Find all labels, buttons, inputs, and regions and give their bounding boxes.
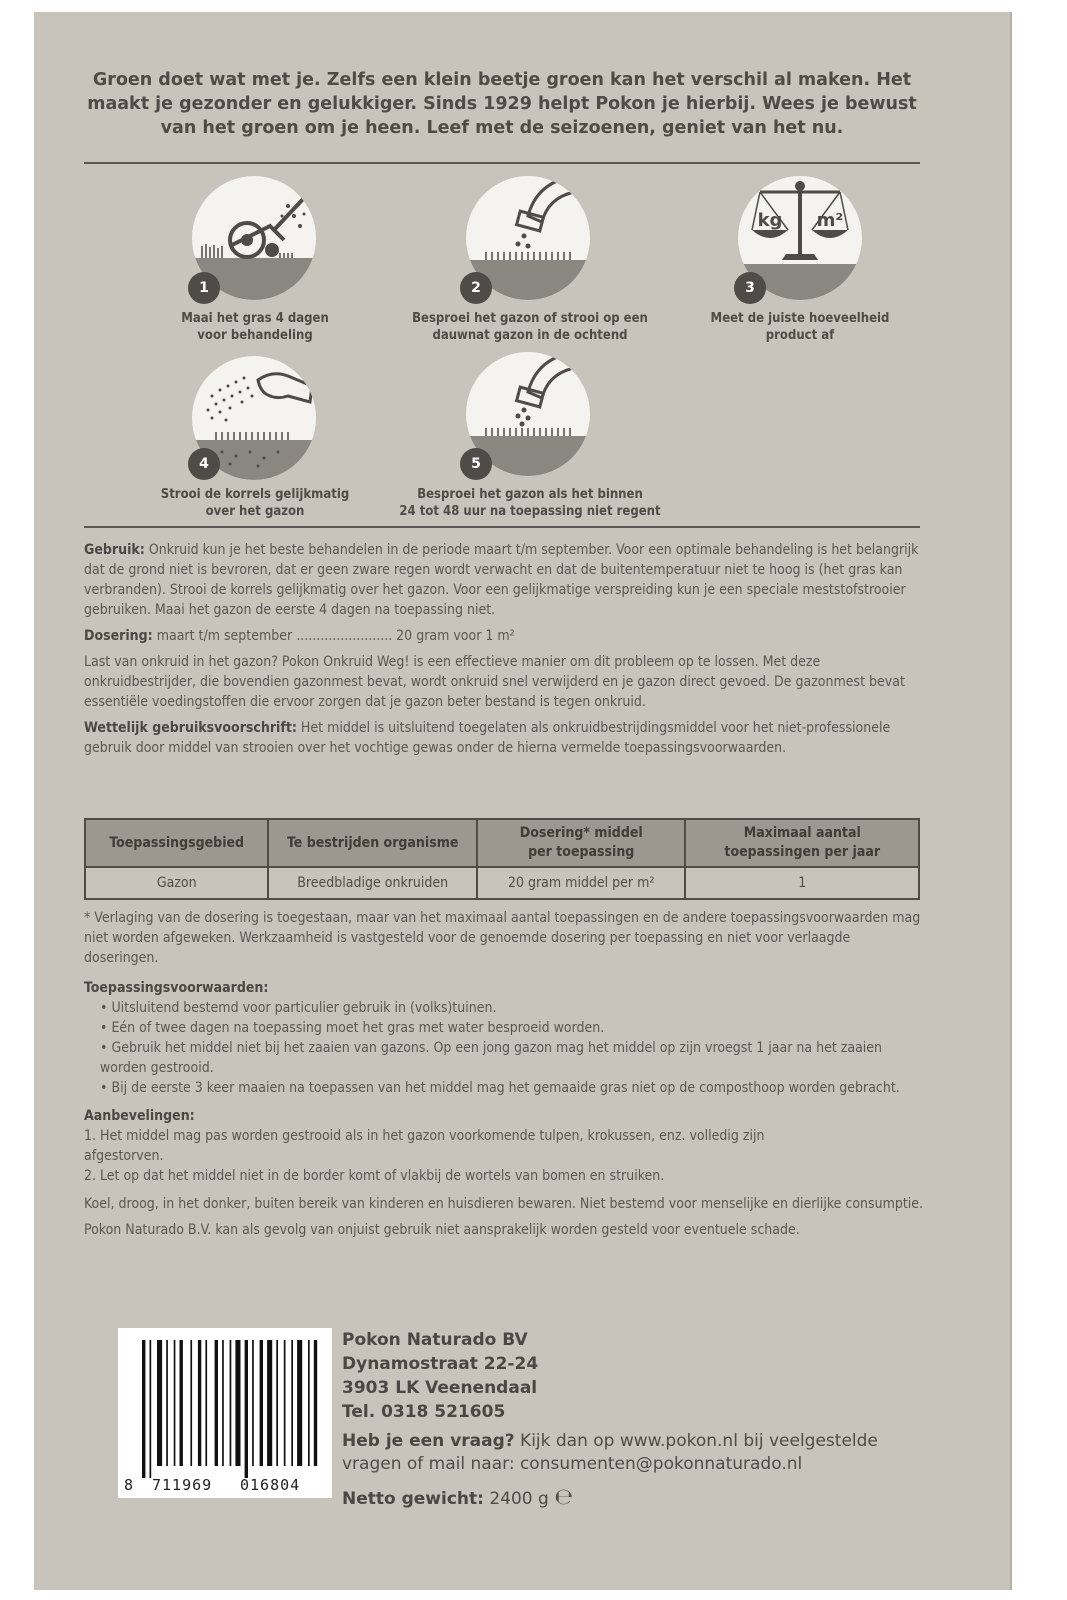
step-2-caption: [380, 310, 680, 344]
company-city: 3903 LK Veenendaal: [342, 1378, 538, 1398]
net-weight: [342, 1486, 573, 1511]
table-cell: Gazon: [85, 867, 268, 899]
company-phone: Tel. 0318 521605: [342, 1402, 506, 1422]
step-caption-line: dauwnat gazon in de ochtend: [432, 328, 628, 343]
barcode-bar: [235, 1340, 240, 1466]
step-5-caption: [370, 486, 690, 520]
list-item-number: 1.: [84, 1128, 97, 1144]
intro-text: Groen doet wat met je. Zelfs een klein beetje groen kan het verschil al maken. Het maakt je gezonder en gelukkiger. Sinds 1929 helpt Pokon je hierbij. Wees je bewust van het groen om je heen. Leef met de seizoenen, geniet van het nu.: [87, 70, 917, 138]
list-item-text: Bij de eerste 3 keer maaien na toepassen van het middel mag het gemaaide gras niet op de composthoop worden gebracht.: [111, 1080, 900, 1096]
storage-text: Koel, droog, in het donker, buiten bereik van kinderen en huisdieren bewaren. Niet bestemd voor menselijke en dierlijke consumptie.: [84, 1196, 924, 1212]
step-caption-line: 24 tot 48 uur na toepassing niet regent: [399, 504, 661, 519]
list-item: • Eén of twee dagen na toepassing moet het gras met water besproeid worden.: [100, 1020, 605, 1036]
gebruik-label: Gebruik:: [84, 542, 145, 558]
barcode: [118, 1328, 332, 1498]
barcode-bar: [174, 1340, 176, 1466]
barcode-bar: [215, 1340, 218, 1466]
question-body: Kijk dan op www.pokon.nl bij veelgestelde vragen of mail naar: consumenten@pokonnaturado.nl: [342, 1431, 878, 1474]
list-item-text: Let op dat het middel niet in de border komt of vlakbij de wortels van bomen en struiken.: [100, 1168, 665, 1184]
table-cell: Breedbladige onkruiden: [268, 867, 477, 899]
table-header: [477, 819, 686, 867]
list-item: • Uitsluitend bestemd voor particulier gebruik in (volks)tuinen.: [100, 1000, 497, 1016]
divider: [84, 526, 920, 528]
step-caption-line: Besproei het gazon of strooi op een: [412, 311, 648, 326]
step-caption-line: Meet de juiste hoeveelheid: [710, 311, 890, 326]
barcode-bar: [284, 1340, 286, 1466]
list-item: [84, 1166, 924, 1186]
liability-text: Pokon Naturado B.V. kan als gevolg van onjuist gebruik niet aansprakelijk worden gesteld voor eventuele schade.: [84, 1222, 800, 1238]
table-header-row: [85, 819, 919, 867]
barcode-bar: [230, 1340, 232, 1466]
divider: [84, 162, 920, 164]
step-caption-line: Strooi de korrels gelijkmatig: [160, 487, 350, 502]
voorwaarden-title: [84, 978, 924, 998]
barcode-bar: [314, 1340, 317, 1466]
header-line: Te bestrijden organisme: [287, 834, 459, 851]
step-1-caption: [130, 310, 380, 344]
barcode-bar: [142, 1340, 145, 1478]
step-number: 2: [460, 272, 492, 304]
barcode-bar: [291, 1340, 293, 1466]
header-line: Toepassingsgebied: [109, 834, 245, 851]
barcode-digit-first: 8: [124, 1476, 134, 1494]
voorwaarden-title-text: Toepassingsvoorwaarden:: [84, 980, 269, 996]
dosering-period: maart t/m september: [156, 628, 293, 644]
company-address: [342, 1328, 538, 1424]
list-item: [84, 1126, 924, 1166]
barcode-bar: [190, 1340, 192, 1466]
step-caption-line: voor behandeling: [197, 328, 313, 343]
dosering-amount: 20 gram voor 1 m²: [396, 628, 515, 644]
conditions-section: [84, 908, 924, 1246]
step-number: 4: [188, 448, 220, 480]
barcode-bar: [260, 1340, 263, 1466]
dosering-label: Dosering:: [84, 628, 153, 644]
aanbevelingen-title-text: Aanbevelingen:: [84, 1108, 195, 1124]
list-item-text: Gebruik het middel niet bij het zaaien van gazons. Op een jong gazon mag het middel op zijn vroegst 1 jaar na het zaaien worden gestrooid.: [100, 1040, 883, 1076]
dosering-dots: ........................: [296, 628, 393, 644]
step-caption-line: Maai het gras 4 dagen: [181, 311, 329, 326]
barcode-bar: [150, 1340, 152, 1478]
barcode-bar: [297, 1340, 302, 1466]
step-caption-line: product af: [765, 328, 835, 343]
company-street: Dynamostraat 22-24: [342, 1354, 539, 1374]
dosering-paragraph: [84, 626, 924, 646]
header-line: toepassingen per jaar: [724, 844, 881, 860]
step-3-caption: [680, 310, 920, 344]
barcode-bar: [166, 1340, 168, 1466]
list-item: • Gebruik het middel niet bij het zaaien van gazons. Op een jong gazon mag het middel op zijn vroegst 1 jaar na het zaaien worden gestrooid.: [100, 1040, 883, 1076]
barcode-bar: [157, 1340, 162, 1466]
table-cell: 20 gram middel per m²: [477, 867, 686, 899]
step-number: 3: [734, 272, 766, 304]
table-header: [268, 819, 477, 867]
table-header: [685, 819, 919, 867]
wettelijk-paragraph: [84, 718, 924, 758]
list-item-text: Uitsluitend bestemd voor particulier gebruik in (volks)tuinen.: [111, 1000, 497, 1016]
step-number: 1: [188, 272, 220, 304]
list-item-text: Het middel mag pas worden gestrooid als in het gazon voorkomende tulpen, krokussen, enz. volledig zijn afgestorven.: [84, 1128, 765, 1164]
table-cell: 1: [685, 867, 919, 899]
onkruid-paragraph: Last van onkruid in het gazon? Pokon Onkruid Weg! is een effectieve manier om dit probleem op te lossen. Met deze onkruidbestrijder, die bovendien gazonmest bevat, wordt onkruid snel verwijderd en je gazon direct gevoed. De gazonmest bevat essentiële voedingstoffen die ervoor zorgen dat je gazon beter bestand is tegen onkruid.: [84, 654, 905, 710]
table-header: [85, 819, 268, 867]
voorwaarden-list: [84, 998, 924, 1098]
step-number: 5: [460, 448, 492, 480]
barcode-bar: [252, 1340, 254, 1466]
gebruik-paragraph: [84, 540, 924, 620]
step-4-caption: [130, 486, 380, 520]
footnote: * Verlaging van de dosering is toegestaan, maar van het maximaal aantal toepassingen en de andere toepassingsvoorwaarden mag niet worden afgeweken. Werkzaamheid is vastgesteld voor de genoemde dosering per toepassing en niet voor verlaagde doseringen.: [84, 910, 921, 966]
barcode-digits-left: 711969: [152, 1476, 213, 1494]
step-caption-line: Besproei het gazon als het binnen: [417, 487, 643, 502]
table-row: [85, 867, 919, 899]
company-name: Pokon Naturado BV: [342, 1330, 528, 1350]
header-line: Dosering* middel: [519, 825, 643, 841]
barcode-bar: [205, 1340, 207, 1466]
dosage-table: [84, 818, 920, 900]
net-weight-value: 2400 g: [489, 1489, 549, 1509]
aanbevelingen-title: [84, 1106, 924, 1126]
scale-m2-label: m²: [816, 210, 844, 231]
header-line: per toepassing: [528, 844, 635, 860]
wettelijk-text: Het middel is uitsluitend toegelaten als onkruidbestrijdingsmiddel voor het niet-professionele gebruik door middel van strooien over het vochtige gewas onder de hierna vermelde toepassingsvoorwaarden.: [84, 720, 891, 756]
wettelijk-label: Wettelijk gebruiksvoorschrift:: [84, 720, 297, 736]
usage-section: [84, 540, 924, 764]
list-item: • Bij de eerste 3 keer maaien na toepassen van het middel mag het gemaaide gras niet op de composthoop worden gebracht.: [100, 1080, 900, 1096]
barcode-bars: [118, 1328, 332, 1478]
list-item-number: 2.: [84, 1168, 97, 1184]
barcode-bar: [308, 1340, 310, 1466]
question-label: Heb je een vraag?: [342, 1431, 515, 1451]
header-line: Maximaal aantal: [743, 825, 861, 841]
barcode-bar: [180, 1340, 183, 1466]
net-weight-label: Netto gewicht:: [342, 1489, 484, 1509]
barcode-digits-right: 016804: [240, 1476, 301, 1494]
question-text: [342, 1430, 942, 1476]
barcode-bar: [245, 1340, 248, 1478]
barcode-bar: [276, 1340, 278, 1466]
step-caption-line: over het gazon: [205, 504, 305, 519]
barcode-bar: [267, 1340, 272, 1466]
barcode-bar: [222, 1340, 224, 1466]
barcode-bar: [198, 1340, 201, 1466]
scale-kg-label: kg: [757, 210, 783, 231]
estimated-sign-icon: ℮: [554, 1485, 574, 1510]
list-item-text: Eén of twee dagen na toepassing moet het gras met water besproeid worden.: [111, 1020, 605, 1036]
gebruik-text: Onkruid kun je het beste behandelen in de periode maart t/m september. Voor een optimale behandeling is het belangrijk dat de grond niet is bevroren, dat er geen zware regen wordt verwacht en dat de buitentemperatuur niet te hoog is (het gras kan verbranden). Strooi de korrels gelijkmatig over het gazon. Voor een gelijkmatige verspreiding kun je een speciale meststofstrooier gebruiken. Maai het gazon de eerste 4 dagen na toepassing niet.: [84, 542, 919, 618]
aanbevelingen-list: [84, 1126, 924, 1186]
